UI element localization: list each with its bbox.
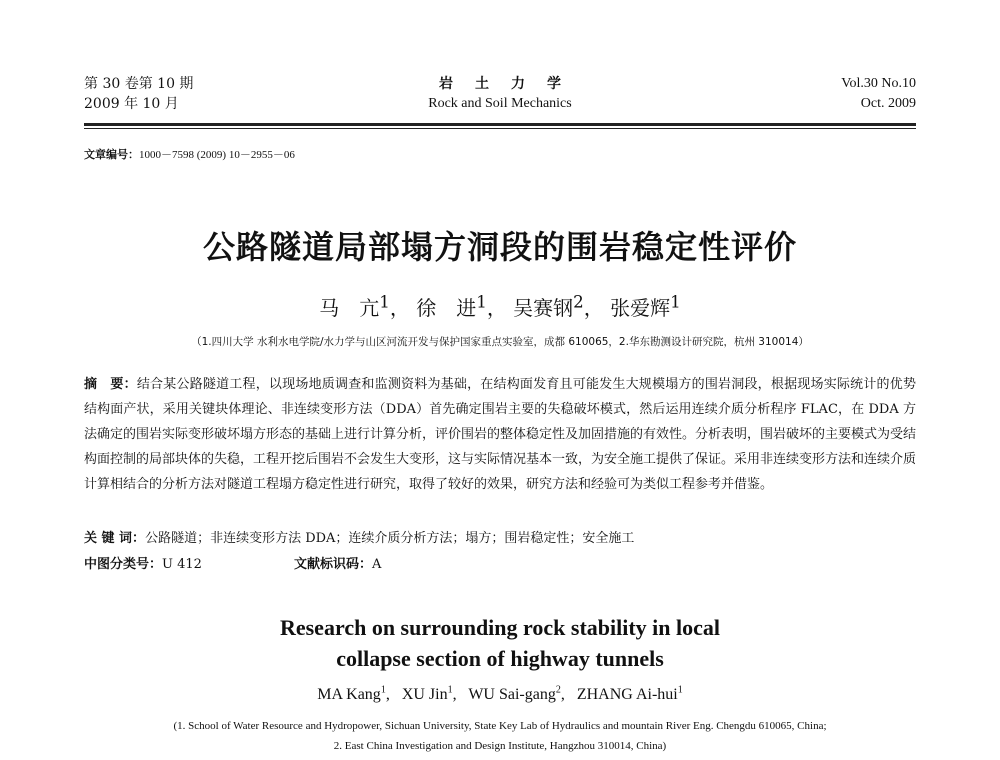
keywords-label: 关 键 词：: [84, 531, 146, 546]
cn-author-sup: 1: [476, 292, 487, 312]
cn-author-sup: 2: [573, 292, 584, 312]
en-author-sup: 2: [555, 684, 561, 696]
header-right: [841, 74, 916, 114]
article-number-value: 1000－7598 (2009) 10－2955－06: [139, 149, 295, 161]
en-author-sup: 1: [380, 684, 386, 696]
en-title: [0, 612, 1000, 674]
cn-abstract: [84, 372, 916, 497]
en-title-line1: Research on surrounding rock stability in local: [279, 615, 721, 640]
en-author-sup: 1: [447, 684, 453, 696]
journal-cn: 岩土力学: [439, 76, 583, 92]
date-cn: 2009 年 10 月: [84, 96, 179, 112]
cn-author-sup: 1: [670, 292, 681, 312]
article-number: [84, 146, 295, 162]
en-title-line2: collapse section of highway tunnels: [336, 646, 664, 671]
cn-author: 吴赛钢: [513, 296, 574, 320]
header-rule-thin: [84, 128, 916, 129]
classification-line: [84, 553, 382, 572]
article-number-label: 文章编号：: [84, 148, 139, 161]
header-rule-thick: [84, 123, 916, 126]
en-author: ZHANG Ai-hui: [576, 686, 678, 703]
doc-code-value: A: [372, 557, 382, 572]
clc-label: 中图分类号：: [84, 557, 163, 572]
cn-author: 马 亢: [319, 296, 380, 320]
cn-affiliation: （1.四川大学 水利水电学院/水力学与山区河流开发与保护国家重点实验室，成都 610065，2.华东勘测设计研究院，杭州 310014）: [191, 336, 809, 348]
en-affiliation-line2: 2. East China Investigation and Design Institute, Hangzhou 310014, China): [333, 740, 667, 752]
journal-en: Rock and Soil Mechanics: [428, 96, 572, 111]
keywords-text: 公路隧道；非连续变形方法 DDA；连续介质分析方法；塌方；围岩稳定性；安全施工: [145, 531, 635, 546]
date-en: Oct. 2009: [860, 96, 916, 111]
cn-author: 徐 进: [416, 296, 477, 320]
en-author: MA Kang: [317, 686, 381, 703]
abstract-text: 结合某公路隧道工程，以现场地质调查和监测资料为基础，在结构面发育且可能发生大规模塌方的围岩洞段，根据现场实际统计的优势结构面产状，采用关键块体理论、非连续变形方法（DDA）首先确定围岩主要的失稳破坏模式，然后运用连续介质分析程序 FLAC，在 DDA 方法确定的围岩实际变形破坏塌方形态的基础上进行计算分析，评价围岩的整体稳定性及加固措施的有效性。分析表明，围岩破坏的主要模式为受结构面控制的局部块体的失稳，工程开挖后围岩不会发生大变形，这与实际情况基本一致，为安全施工提供了保证。采用非连续变形方法和连续介质计算相结合的分析方法对隧道工程塌方稳定性进行研究，取得了较好的效果，研究方法和经验可为类似工程参考并借鉴。: [84, 377, 917, 492]
volume-en: Vol.30 No.10: [841, 76, 916, 91]
cn-author-sup: 1: [379, 292, 390, 312]
en-author-sup: 1: [677, 684, 683, 696]
cn-title: 公路隧道局部塌方洞段的围岩稳定性评价: [202, 228, 797, 266]
en-affiliation-line1: (1. School of Water Resource and Hydropower, Sichuan University, State Key Lab of Hydraulics and mountain River Eng. Chengdu 610065, China;: [173, 720, 827, 732]
abstract-label: 摘 要：: [84, 377, 137, 392]
clc-value: U 412: [162, 557, 202, 572]
cn-author: 张爱辉: [610, 296, 671, 320]
cn-authors: 马 亢$^1$， 徐 进$^1$， 吴赛钢$^2$， 张爱辉$^1$: [319, 292, 681, 320]
doc-code-label: 文献标识码：: [294, 557, 373, 572]
en-affiliation: [0, 716, 1000, 756]
en-author: WU Sai-gang: [468, 686, 556, 703]
en-authors: MA Kang$^1$, XU Jin$^1$, WU Sai-gang$^2$, ZHANG Ai-hui$^1$: [317, 684, 683, 703]
en-author: XU Jin: [401, 686, 448, 703]
issue-cn: 第 30 卷第 10 期: [84, 76, 194, 92]
cn-keywords: [84, 527, 634, 546]
